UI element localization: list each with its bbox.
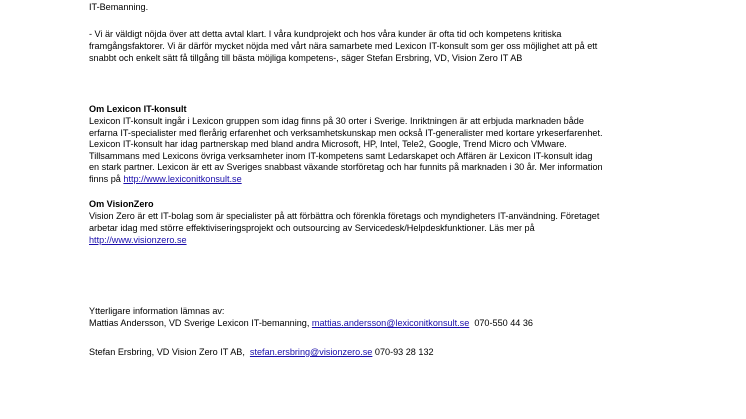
visionzero-line: arbetar idag med större effektiviseringsprojekt och outsourcing av Servicedesk/Helpdeskfunktioner. Läs mer på <box>89 223 535 233</box>
contact-person1-email[interactable]: mattias.andersson@lexiconitkonsult.se <box>311 318 470 328</box>
contact-person2 <box>89 347 434 358</box>
lexicon-heading: Om Lexicon IT-konsult <box>89 104 187 114</box>
visionzero-link[interactable]: http://www.visionzero.se <box>89 235 187 245</box>
lexicon-line: Tillsammans med Lexicons övriga verksamheter inom IT-kompetens samt Ledarskapet och Affären är Lexicon IT-konsult idag <box>89 151 593 161</box>
visionzero-line: Vision Zero är ett IT-bolag som är specialister på att förbättra och förenkla företags och myndigheters IT-användning. Företaget <box>89 211 600 221</box>
contact-person2-email[interactable]: stefan.ersbring@visionzero.se <box>249 347 373 357</box>
contact-person1-name: Mattias Andersson, VD Sverige Lexicon IT-bemanning, <box>89 318 312 328</box>
lexicon-last-prefix: finns på <box>89 174 124 184</box>
visionzero-heading: Om VisionZero <box>89 199 154 209</box>
contact-person1 <box>89 318 533 329</box>
contact-person2-phone: 070-93 28 132 <box>372 347 434 357</box>
lexicon-last-line <box>89 174 242 185</box>
contact-person1-phone: 070-550 44 36 <box>469 318 533 328</box>
contact-intro: Ytterligare information lämnas av: <box>89 306 225 316</box>
quote-line: snabbt och enkelt sätt få tillgång till bästa möjliga kompetens-, säger Stefan Ersbring, VD, Vision Zero IT AB <box>89 53 523 63</box>
lexicon-link[interactable]: http://www.lexiconitkonsult.se <box>123 174 242 184</box>
lexicon-line: en stark partner. Lexicon är ett av Sveriges snabbast växande storföretag och har funnits på marknaden i 30 år. Mer information <box>89 162 603 172</box>
lexicon-line: Lexicon IT-konsult ingår i Lexicon gruppen som idag finns på 30 orter i Sverige. Inriktningen är att erbjuda marknaden både <box>89 116 584 126</box>
lexicon-line: Lexicon IT-konsult har idag partnerskap med bland andra Microsoft, HP, Intel, Tele2, Google, Trend Micro och VMware. <box>89 139 567 149</box>
lexicon-line: erfarna IT-specialister med flerårig erfarenhet och verksamhetskunskap men också IT-generalister med kortare yrkeserfarenhet. <box>89 128 603 138</box>
quote-line: - Vi är väldigt nöjda över att detta avtal klart. I våra kundprojekt och hos våra kunder är ofta tid och kompetens kritiska <box>89 29 562 39</box>
quote-line: framgångsfaktorer. Vi är därför mycket nöjda med vårt nära samarbete med Lexicon IT-konsult som ger oss möjlighet att på ett <box>89 41 598 51</box>
contact-person2-name: Stefan Ersbring, VD Vision Zero IT AB, <box>89 347 250 357</box>
intro-text: IT-Bemanning. <box>89 2 149 12</box>
visionzero-link-line <box>89 235 187 246</box>
